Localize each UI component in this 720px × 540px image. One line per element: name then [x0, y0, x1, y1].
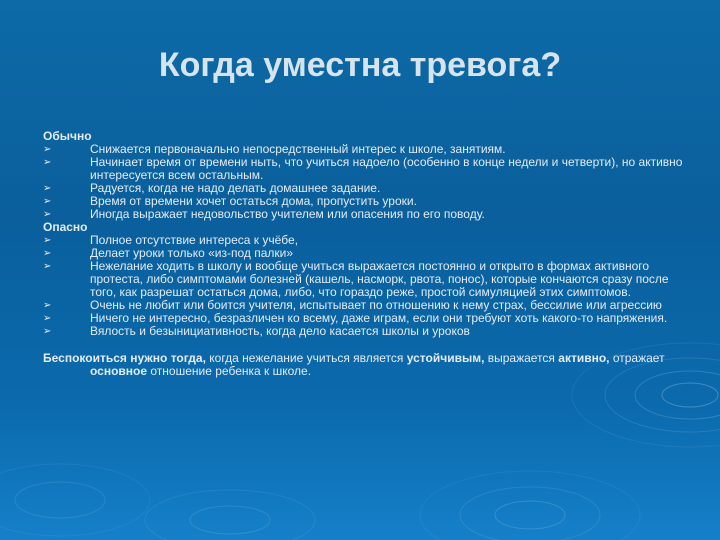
arrow-bullet-icon: ➢	[43, 144, 52, 155]
list-item: ➢ Время от времени хочет остаться дома, пропустить уроки.	[43, 194, 417, 208]
list-item: ➢ Полное отсутствие интереса к учёбе,	[43, 233, 299, 247]
arrow-bullet-icon: ➢	[43, 326, 52, 337]
conclusion-paragraph: Беспокоиться нужно тогда, когда нежелание учиться является устойчивым, выражается активно, отражает основное отношение ребенка к школе.	[43, 351, 665, 378]
list-item: ➢ Очень не любит или боится учителя, испытывает по отношению к нему страх, бессилие или агрессию	[43, 298, 662, 312]
list-item: ➢ Радуется, когда не надо делать домашнее задание.	[43, 181, 381, 195]
list-item: ➢ Иногда выражает недовольство учителем или опасения по его поводу.	[43, 207, 485, 221]
arrow-bullet-icon: ➢	[43, 261, 52, 272]
slide-title: Когда уместна тревога?	[158, 46, 562, 84]
normal-signs-list	[43, 143, 683, 221]
arrow-bullet-icon: ➢	[43, 300, 52, 311]
arrow-bullet-icon: ➢	[43, 248, 52, 259]
arrow-bullet-icon: ➢	[43, 313, 52, 324]
arrow-bullet-icon: ➢	[43, 157, 52, 168]
list-item: ➢ Делает уроки только «из-под палки»	[43, 246, 294, 260]
list-item: ➢ Вялость и безынициативность, когда дело касается школы и уроков	[43, 324, 470, 338]
list-item: ➢ Ничего не интересно, безразличен ко всему, даже играм, если они требуют хоть какого-то напряжения.	[43, 311, 668, 325]
danger-signs-list	[43, 234, 683, 338]
arrow-bullet-icon: ➢	[43, 196, 52, 207]
slide-content	[43, 130, 683, 390]
arrow-bullet-icon: ➢	[43, 235, 52, 246]
list-item: ➢ Нежелание ходить в школу и вообще учиться выражается постоянно и открыто в формах активного протеста, либо симптомами болезней (кашель, насморк, рвота, понос), которые кончаются сразу после того, как разрешат остаться дома, либо, что гораздо реже, простой симуляцией этих симптомов.	[43, 259, 669, 299]
arrow-bullet-icon: ➢	[43, 209, 52, 220]
section-heading-danger: Опасно	[43, 220, 88, 234]
list-item: ➢ Начинает время от времени ныть, что учиться надоело (особенно в конце недели и четверти), но активно интересуется всем остальным.	[43, 155, 683, 182]
arrow-bullet-icon: ➢	[43, 183, 52, 194]
section-heading-normal: Обычно	[43, 129, 92, 143]
list-item: ➢ Снижается первоначально непосредственный интерес к школе, занятиям.	[43, 142, 506, 156]
